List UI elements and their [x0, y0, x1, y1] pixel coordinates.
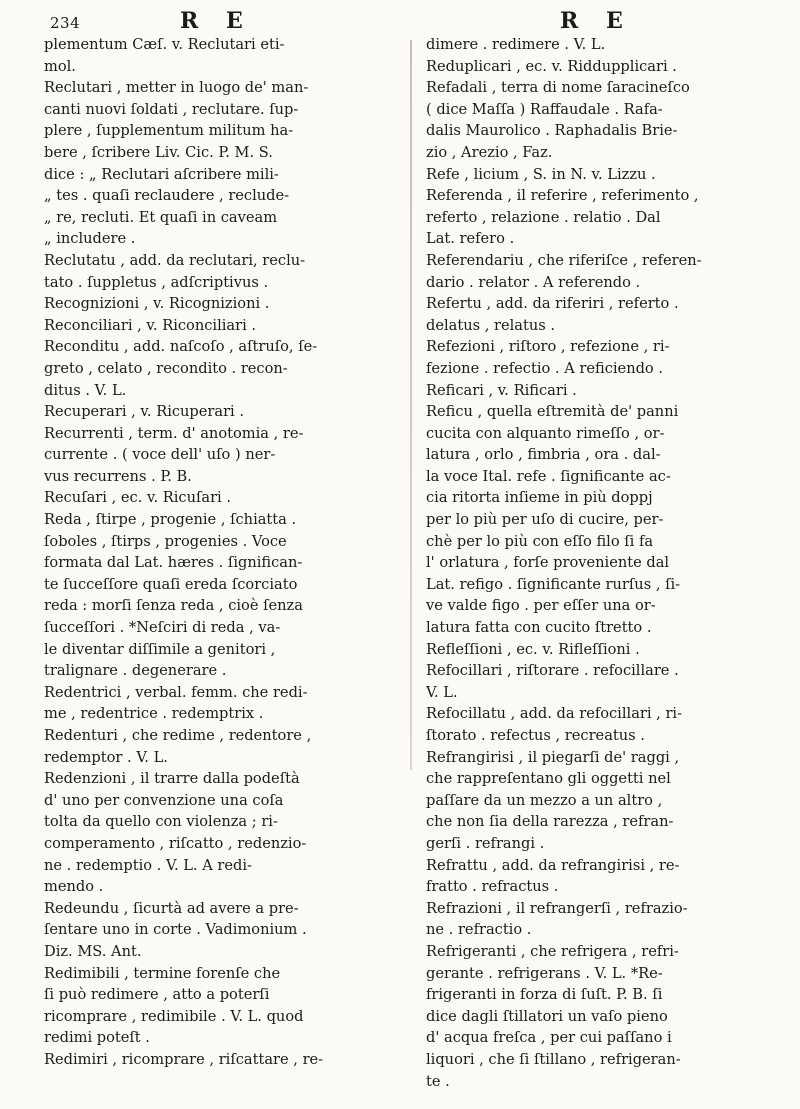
text-line: la voce Ital. refe . ſignificante ac-: [426, 467, 671, 485]
text-line: ( dice Maſſa ) Raffaudale . Rafa-: [426, 100, 663, 118]
text-line: delatus , relatus .: [426, 316, 556, 334]
text-line: ricomprare , redimibile . V. L. quod: [44, 1007, 304, 1025]
text-line: Refrangirisi , il piegarſi de' raggi ,: [426, 748, 680, 766]
text-line: „ includere .: [44, 230, 136, 248]
text-line: l' orlatura , forſe proveniente dal: [426, 554, 670, 572]
text-line: ſi può redimere , atto a poterſi: [44, 986, 270, 1004]
text-line: Refocillari , riſtorare . refocillare .: [426, 662, 679, 680]
text-line: Recognizioni , v. Ricognizioni .: [44, 295, 270, 313]
text-line: tralignare . degenerare .: [44, 662, 227, 680]
text-line: fratto . refractus .: [426, 878, 559, 896]
text-line: „ re, recluti. Et quaſi in caveam: [44, 208, 278, 226]
text-line: te .: [426, 1072, 450, 1090]
text-line: Redenzioni , il trarre dalla podeſtà: [44, 770, 300, 788]
text-line: referto , relazione . relatio . Dal: [426, 208, 661, 226]
text-line: Refrigeranti , che refrigera , refri-: [426, 942, 679, 960]
text-line: greto , celato , recondito . recon-: [44, 359, 288, 377]
text-line: Reconciliari , v. Riconciliari .: [44, 316, 257, 334]
text-line: dice dagli ſtillatori un vaſo pieno: [426, 1007, 668, 1025]
text-line: ſtorato . refectus , recreatus .: [426, 727, 645, 744]
left-text-column: [44, 34, 396, 1071]
text-line: canti nuovi ſoldati , reclutare. ſup-: [44, 100, 299, 118]
text-line: tolta da quello con violenza ; ri-: [44, 813, 278, 831]
text-line: Refadali , terra di nome ſaracineſco: [426, 79, 690, 97]
text-line: latura fatta con cucito ſtretto .: [426, 619, 652, 637]
text-line: Recuperari , v. Ricuperari .: [44, 403, 245, 421]
text-line: reda : morſi ſenza reda , cioè ſenza: [44, 597, 303, 615]
text-line: cia ritorta inſieme in più doppj: [426, 489, 653, 507]
text-line: Refertu , add. da riferiri , referto .: [426, 295, 679, 313]
text-line: redimi poteſt .: [44, 1029, 150, 1047]
text-line: frigeranti in forza di ſuſt. P. B. ſi: [426, 986, 663, 1004]
text-line: formata dal Lat. hæres . ſignifican-: [44, 554, 303, 572]
text-line: Diz. MS. Ant.: [44, 942, 142, 960]
text-line: Reda , ſtirpe , progenie , ſchiatta .: [44, 511, 297, 529]
text-line: mol.: [44, 57, 76, 75]
text-line: Refrazioni , il refrangerſi , refrazio-: [426, 899, 688, 917]
text-line: Redimibili , termine forenſe che: [44, 964, 281, 982]
text-line: Lat. refero .: [426, 230, 515, 248]
text-line: ſentare uno in corte . Vadimonium .: [44, 921, 307, 939]
text-line: Refe , licium , S. in N. v. Lizzu .: [426, 165, 656, 183]
text-line: redemptor . V. L.: [44, 748, 168, 766]
column-divider: [410, 40, 412, 770]
text-line: Refleſſioni , ec. v. Rifleſſioni .: [426, 640, 640, 658]
running-head-right: R E: [560, 8, 633, 34]
text-line: ditus . V. L.: [44, 381, 127, 399]
text-line: ſoboles , ſtirps , progenies . Voce: [44, 532, 287, 550]
text-line: per lo più per uſo di cucire, per-: [426, 511, 664, 529]
text-line: Redentrici , verbal. femm. che redi-: [44, 683, 308, 701]
text-line: gerſi . refrangi .: [426, 834, 545, 852]
text-line: ſucceſſori . *Neſciri di reda , va-: [44, 619, 281, 637]
text-line: me , redentrice . redemptrix .: [44, 705, 264, 723]
text-line: Redeundu , ſicurtà ad avere a pre-: [44, 899, 299, 917]
text-line: currente . ( voce dell' uſo ) ner-: [44, 446, 276, 464]
text-line: Redimiri , ricomprare , riſcattare , re-: [44, 1050, 324, 1068]
text-line: dimere . redimere . V. L.: [426, 36, 606, 53]
text-line: comperamento , riſcatto , redenzio-: [44, 834, 307, 852]
text-line: Recurrenti , term. d' anotomia , re-: [44, 424, 304, 442]
text-line: gerante . refrigerans . V. L. *Re-: [426, 964, 663, 982]
text-line: latura , orlo , fimbria , ora . dal-: [426, 446, 661, 464]
running-head-left: R E: [180, 8, 253, 34]
text-line: Reclutari , metter in luogo de' man-: [44, 79, 309, 97]
text-line: Referenda , il referire , referimento ,: [426, 187, 699, 205]
text-line: dario . relator . A referendo .: [426, 273, 641, 291]
text-line: d' uno per convenzione una coſa: [44, 791, 284, 809]
text-line: „ tes . quaſi reclaudere , reclude-: [44, 187, 290, 205]
text-line: ne . redemptio . V. L. A redi-: [44, 856, 252, 874]
text-line: Reduplicari , ec. v. Riddupplicari .: [426, 57, 677, 75]
text-line: chè per lo più con eſſo filo ſi fa: [426, 532, 654, 550]
text-line: zio , Arezio , Faz.: [426, 143, 553, 161]
text-line: cucita con alquanto rimeſſo , or-: [426, 424, 665, 442]
text-line: Reficu , quella eſtremità de' panni: [426, 403, 679, 421]
text-line: ve valde figo . per eſſer una or-: [426, 597, 656, 615]
text-line: che rappreſentano gli oggetti nel: [426, 770, 671, 788]
text-line: bere , ſcribere Liv. Cic. P. M. S.: [44, 143, 273, 161]
text-line: mendo .: [44, 878, 104, 896]
text-line: Refrattu , add. da refrangirisi , re-: [426, 856, 680, 874]
text-line: paſſare da un mezzo a un altro ,: [426, 791, 663, 809]
text-line: Recuſari , ec. v. Ricuſari .: [44, 489, 231, 507]
text-line: Reficari , v. Rificari .: [426, 381, 577, 399]
text-line: d' acqua freſca , per cui paſſano i: [426, 1029, 672, 1047]
text-line: tato . ſuppletus , adſcriptivus .: [44, 273, 269, 291]
text-line: dalis Maurolico . Raphadalis Brie-: [426, 122, 678, 140]
text-line: Reconditu , add. naſcoſo , aſtruſo, ſe-: [44, 338, 318, 356]
text-line: liquori , che ſi ſtillano , refrigeran-: [426, 1050, 681, 1068]
text-line: Referendariu , che riferiſce , referen-: [426, 251, 702, 269]
right-text-column: [426, 34, 778, 1092]
text-line: ne . refractio .: [426, 921, 532, 939]
page-number: 234: [50, 14, 81, 32]
text-line: vus recurrens . P. B.: [44, 467, 192, 485]
text-line: Lat. refigo . ſignificante rurſus , ſi-: [426, 575, 681, 593]
text-line: plementum Cæſ. v. Reclutari eti-: [44, 36, 285, 53]
text-line: le diventar diſſimile a genitori ,: [44, 640, 276, 658]
text-line: Refezioni , riſtoro , refezione , ri-: [426, 338, 670, 356]
text-line: plere , ſupplementum militum ha-: [44, 122, 294, 140]
text-line: che non ſia della rarezza , refran-: [426, 813, 674, 831]
text-line: dice : „ Reclutari aſcribere mili-: [44, 165, 279, 183]
text-line: Reclutatu , add. da reclutari, reclu-: [44, 251, 306, 269]
text-line: Refocillatu , add. da refocillari , ri-: [426, 705, 683, 723]
text-line: fezione . refectio . A reficiendo .: [426, 359, 663, 377]
text-line: te ſucceſſore quaſi ereda ſcorciato: [44, 575, 298, 593]
text-line: V. L.: [426, 683, 458, 701]
text-line: Redenturi , che redime , redentore ,: [44, 727, 312, 744]
